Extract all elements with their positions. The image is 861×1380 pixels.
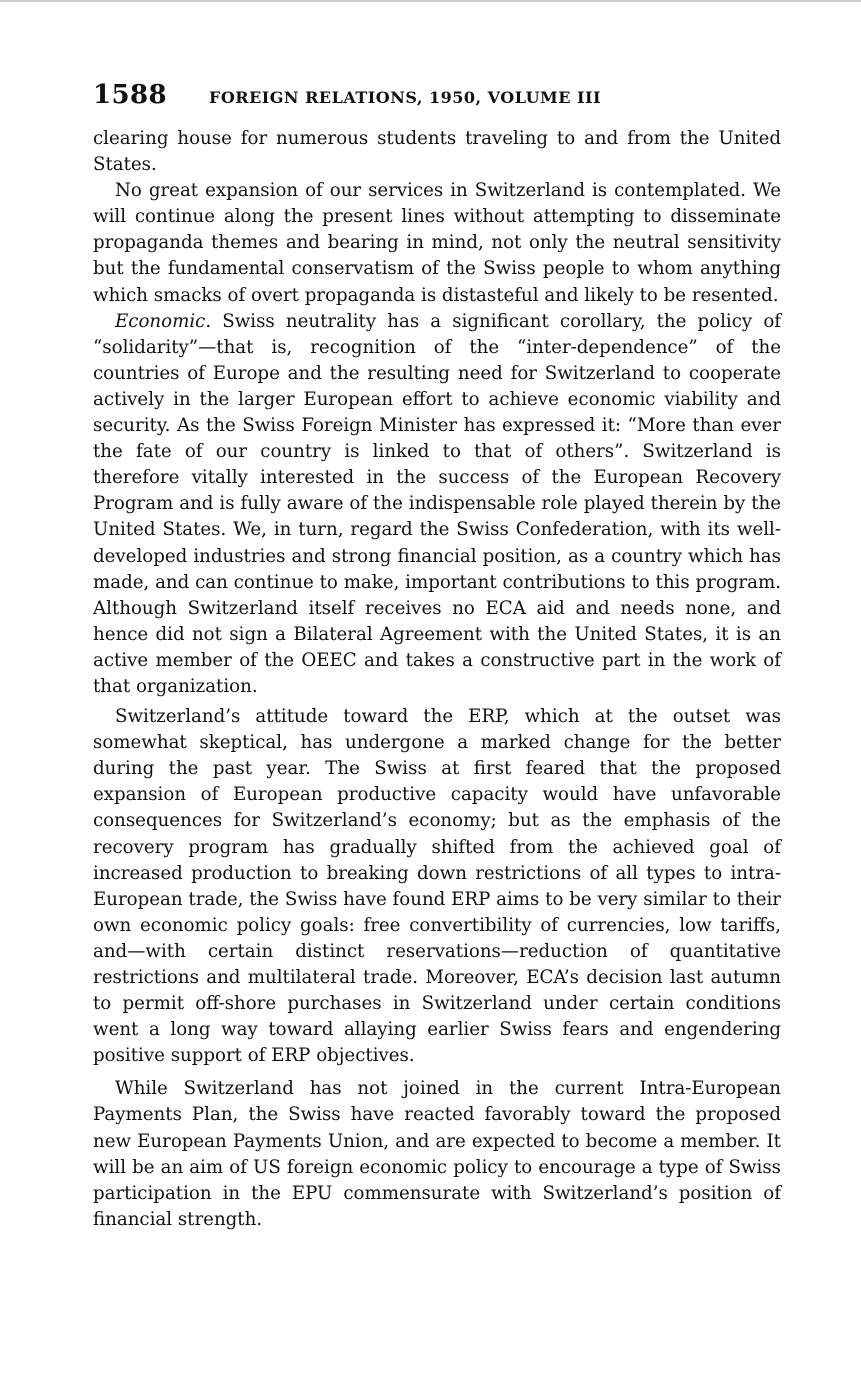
paragraph-information-services	[93, 178, 781, 308]
paragraph-text: While Switzerland has not joined in the current Intra-European Payments Plan, the Swiss have reacted favorably toward the proposed new European Payments Union, and are expected to become a member. It will be an aim of US foreign economic policy to encourage a type of Swiss participation in the EPU commensurate with Switzerland’s position of financial strength.	[93, 1078, 781, 1230]
paragraph-economic	[93, 309, 781, 700]
document-page	[93, 80, 781, 1233]
paragraph-erp-attitude	[93, 704, 781, 1069]
running-head	[93, 80, 781, 122]
paragraph-text: clearing house for numerous students traveling to and from the United States.	[93, 128, 781, 176]
scan-edge	[0, 0, 861, 2]
paragraph-continuation	[93, 126, 781, 178]
paragraph-text: Switzerland’s attitude toward the ERP, which at the outset was somewhat skeptical, has undergone a marked change for the better during the past year. The Swiss at first feared that the proposed expansion of European productive capacity would have unfavorable consequences for Switzerland’s economy; but as the emphasis of the recovery program has gradually shifted from the achieved goal of increased production to breaking down restrictions of all types to intra-European trade, the Swiss have found ERP aims to be very similar to their own economic policy goals: free convertibility of currencies, low tariffs, and—with certain distinct reservations—reduction of quantitative restrictions and multilateral trade. Moreover, ECA’s decision last autumn to permit off-shore purchases in Switzerland under certain conditions went a long way toward allaying earlier Swiss fears and engendering positive support of ERP objectives.	[93, 706, 781, 1067]
paragraph-text: No great expansion of our services in Switzerland is contemplated. We will continue along the present lines without attempting to disseminate propaganda themes and bearing in mind, not only the neutral sensitivity but the fundamental conservatism of the Swiss people to whom anything which smacks of overt propaganda is distasteful and likely to be resented.	[93, 180, 781, 306]
body-text	[93, 126, 781, 1233]
paragraph-payments-union	[93, 1076, 781, 1233]
running-title: FOREIGN RELATIONS, 1950, VOLUME III	[208, 88, 601, 107]
section-run-in-heading: Economic.	[115, 310, 212, 332]
paragraph-text: Swiss neutrality has a significant corollary, the policy of “solidarity”—that is, recognition of the “inter-dependence” of the countries of Europe and the resulting need for Switzerland to cooperate actively in the larger European effort to achieve economic viability and security. As the Swiss Foreign Minister has expressed it: “More than ever the fate of our country is linked to that of others”. Switzerland is therefore vitally interested in the success of the European Recovery Program and is fully aware of the indispensable role played therein by the United States. We, in turn, regard the Swiss Confederation, with its well-developed industries and strong financial position, as a country which has made, and can continue to make, important contributions to this program. Although Switzerland itself receives no ECA aid and needs none, and hence did not sign a Bilateral Agreement with the United States, it is an active member of the OEEC and takes a constructive part in the work of that organization.	[93, 310, 781, 697]
page-number: 1588	[93, 80, 167, 110]
